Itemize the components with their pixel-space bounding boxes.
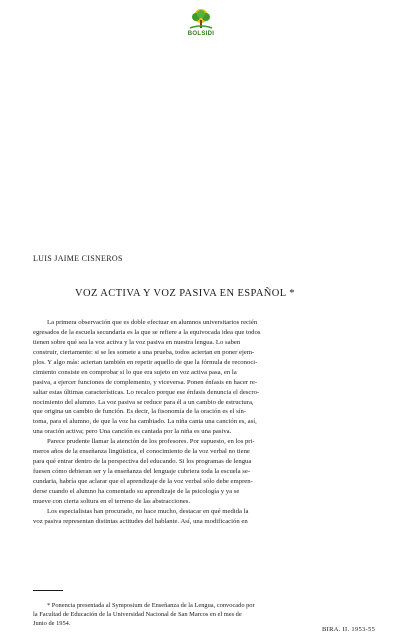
footnote (33, 601, 376, 629)
page-reference: BIRA. II. 1953-55 (322, 626, 376, 633)
text-line: Parece prudente llamar la atención de los profesores. Por supuesto, en los pri- (47, 438, 255, 446)
text-line: egresados de la escuela secundaria es la que se refiere a la equivocada idea que todos (33, 328, 261, 336)
text-line: cundaria, habría que aclarar que el aprendizaje de la voz verbal sólo debe empren- (33, 478, 253, 485)
text-line: cimiento consiste en comprobar si lo que era sujeto en voz activa pasa, en la (33, 368, 237, 376)
text-line: para qué entrar dentro de la perspectiva del educando. Si los programas de lengua (33, 458, 252, 466)
text-line: Los especialistas han procurado, no hace mucho, destacar en qué medida la (47, 507, 249, 515)
tree-logo-icon (176, 8, 226, 32)
text-line: La primera observación que es doble efectuar en alumnos universitarios recién (47, 319, 258, 326)
paragraph (33, 507, 376, 527)
text-line: mueve con cierta soltura en el terreno de las abstracciones. (33, 497, 191, 505)
text-line: meros años de la enseñanza lingüística, el conocimiento de la voz verbal no tiene (33, 448, 250, 456)
logo (176, 8, 226, 38)
paragraph (33, 437, 376, 507)
text-line: plos. Y algo más: aciertan también en repetir aquello de que la fórmula de reconoci- (33, 358, 258, 366)
logo-text: BOLSIDI (187, 31, 215, 37)
text-line: voz pasiva representan distintas actitudes del hablante. Así, una modificación en (33, 517, 248, 525)
article-body (33, 318, 376, 527)
paragraph (33, 318, 376, 437)
text-line: saltar estas últimas características. Lo recalco porque ese énfasis denuncia el descro- (33, 388, 260, 396)
footnote-line: * Ponencia presentada al Symposium de Enseñanza de la Lengua, convocado por (47, 602, 255, 609)
text-line: nocimiento del alumno. La voz pasiva se reduce para él a un cambio de estructura, (33, 398, 254, 406)
footnote-line: la Facultad de Educación de la Universidad Nacional de San Marcos en el mes de (33, 611, 242, 619)
article-title: VOZ ACTIVA Y VOZ PASIVA EN ESPAÑOL * (75, 288, 295, 299)
text-line: tienen sobre qué sea la voz activa y la voz pasiva en nuestra lengua. Lo saben (33, 338, 241, 346)
text-line: construir, ciertamente: si se les somete a una prueba, todos aciertan en poner ejem- (33, 348, 255, 356)
text-line: una oración activa; pero Una canción es cantada por la niña es una pasiva. (33, 428, 232, 436)
text-line: toma, para el alumno, de que la voz ha cambiado. La niña canta una canción es, así, (33, 418, 257, 426)
author-name: LUIS JAIME CISNEROS (33, 254, 123, 263)
text-line: pasiva, a ejercer funciones de complemento, y viceversa. Ponen énfasis en hacer re- (33, 378, 258, 386)
footnote-rule (33, 590, 63, 591)
text-line: fuesen cómo debieran ser y la enseñanza del lenguaje cubriera toda la escuela se- (33, 468, 251, 476)
text-line: que origina un cambio de función. Es decir, la fisonomía de la oración es el sín- (33, 408, 247, 416)
footnote-line: Junio de 1954. (33, 620, 71, 628)
text-line: derse cuando el alumno ha comentado su aprendizaje de la psicología y ya se (33, 487, 240, 495)
